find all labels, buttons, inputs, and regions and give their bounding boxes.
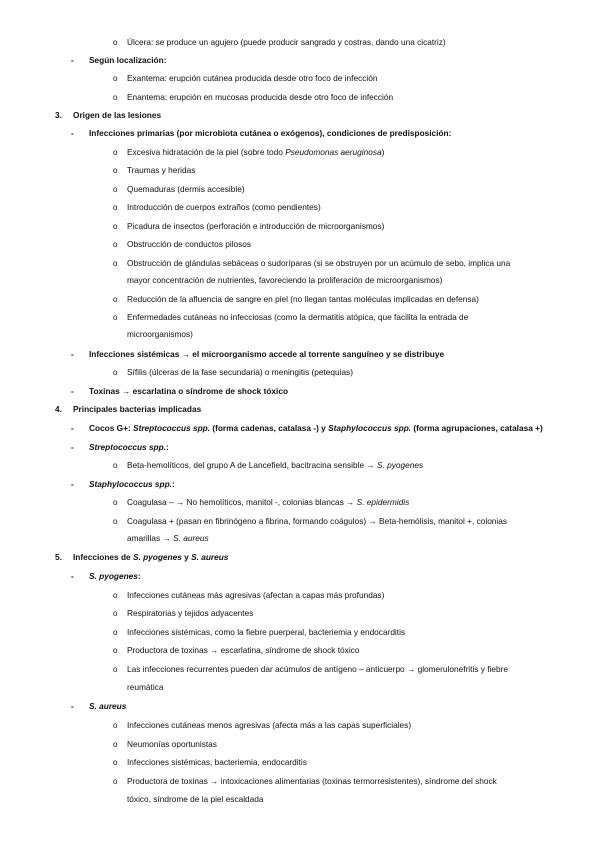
subheading-line: [89, 701, 126, 712]
list-item-text: [127, 37, 446, 48]
italic-term: S. aureus: [191, 552, 229, 562]
text-run: Introducción de cuerpos extraños (como pendientes): [127, 202, 321, 212]
list-item-text: [127, 516, 507, 527]
bullet-o: o: [113, 591, 118, 600]
list-item-text: [127, 627, 405, 638]
subheading-line: [89, 571, 141, 582]
text-run: Origen de las lesiones: [73, 110, 162, 120]
text-run: Infecciones sistémicas, como la fiebre puerperal, bacteriemia y endocarditis: [127, 627, 406, 637]
italic-term: Staphylococcus spp.: [89, 479, 172, 489]
bullet-o: o: [113, 93, 118, 102]
text-run: Coagulasa + (pasan en fibrinógeno a fibrina, formando coágulos) → Beta-hemólisis, manitol +, colonias: [127, 516, 508, 526]
bullet-o: o: [113, 240, 118, 249]
italic-term: Pseudomonas aeruginosa: [285, 147, 382, 157]
bullet-dash: -: [71, 423, 74, 433]
text-run: Obstrucción de glándulas sebáceas o sudoríparas (si se obstruyen por un acúmulo de sebo, implica una: [127, 258, 511, 268]
section-heading: [73, 404, 201, 415]
subheading-line: [89, 423, 543, 434]
list-item-text: [127, 184, 245, 195]
list-item-text: [127, 147, 384, 158]
italic-term: S. pyogenes: [132, 552, 182, 562]
text-run: ): [381, 147, 385, 157]
bullet-o: o: [113, 295, 118, 304]
text-run: Infecciones de: [73, 552, 133, 562]
text-run: (forma agrupaciones, catalasa +): [411, 423, 543, 433]
bullet-o: o: [113, 646, 118, 655]
text-run: Exantema: erupción cutánea producida desde otro foco de infección: [127, 73, 378, 83]
section-number: 4.: [55, 404, 62, 414]
bullet-o: o: [113, 740, 118, 749]
list-item-text: [127, 590, 384, 601]
bullet-o: o: [113, 38, 118, 47]
list-item-text: [127, 92, 393, 103]
bullet-o: o: [113, 368, 118, 377]
text-run: Infecciones cutáneas menos agresivas (afecta más a las capas superficiales): [127, 720, 412, 730]
text-run: Infecciones sistémicas → el microorganismo accede al torrente sanguíneo y se distribuye: [89, 349, 445, 359]
text-run: Respiratorias y tejidos adyacentes: [127, 608, 254, 618]
text-run: Productora de toxinas → escarlatina, síndrome de shock tóxico: [127, 645, 360, 655]
bullet-o: o: [113, 721, 118, 730]
text-run: Toxinas → escarlatina o síndrome de shock tóxico: [89, 386, 289, 396]
text-run: amarillas →: [127, 533, 174, 543]
text-run: Productora de toxinas → intoxicaciones alimentarias (toxinas termorresistentes), síndrome del shock: [127, 776, 497, 786]
subheading-line: [89, 386, 288, 397]
italic-term: S. pyogenes: [89, 571, 138, 581]
bullet-o: o: [113, 222, 118, 231]
text-run: Infecciones sistémicas, bacteriemia, endocarditis: [127, 757, 307, 767]
subheading-line: [89, 479, 175, 490]
list-item-text: [127, 608, 253, 619]
text-run: Beta-hemolíticos, del grupo A de Lancefield, bacitracina sensible →: [127, 460, 377, 470]
text-run: reumática: [127, 682, 164, 692]
subheading-line: [89, 442, 169, 453]
list-item-text: [127, 497, 409, 508]
bullet-dash: -: [71, 571, 74, 581]
italic-term: Streptococcus spp.: [89, 442, 166, 452]
bullet-o: o: [113, 74, 118, 83]
bullet-o: o: [113, 166, 118, 175]
text-run: Úlcera: se produce un agujero (puede producir sangrado y costras, dando una cicatriz): [127, 37, 446, 47]
list-item-text: [127, 165, 195, 176]
list-item-text: [127, 275, 442, 286]
italic-term: S. aureus: [89, 701, 127, 711]
text-run: Sífilis (úlceras de la fase secundaria) o meningitis (petequias): [127, 367, 353, 377]
text-run: :: [137, 571, 141, 581]
list-item-text: [127, 794, 264, 805]
italic-term: Streptococcus spp.: [133, 423, 211, 433]
section-heading: [73, 110, 161, 121]
text-run: Según localización:: [89, 55, 167, 65]
text-run: Infecciones cutáneas más agresivas (afectan a capas más profundas): [127, 590, 385, 600]
bullet-o: o: [113, 665, 118, 674]
bullet-o: o: [113, 628, 118, 637]
list-item-text: [127, 73, 377, 84]
list-item-text: [127, 258, 510, 269]
italic-term: S. aureus: [173, 533, 209, 543]
list-item-text: [127, 312, 468, 323]
bullet-dash: -: [71, 479, 74, 489]
bullet-o: o: [113, 517, 118, 526]
bullet-o: o: [113, 313, 118, 322]
list-item-text: [127, 682, 163, 693]
bullet-o: o: [113, 259, 118, 268]
subheading-line: [89, 128, 451, 139]
bullet-o: o: [113, 498, 118, 507]
list-item-text: [127, 202, 321, 213]
subheading-line: [89, 349, 444, 360]
text-run: Enfermedades cutáneas no infecciosas (como la dermatitis atópica, que facilita la entrada de: [127, 312, 469, 322]
text-run: y: [181, 552, 192, 562]
bullet-o: o: [113, 148, 118, 157]
text-run: Excesiva hidratación de la piel (sobre todo: [127, 147, 286, 157]
text-run: Principales bacterias implicadas: [73, 404, 202, 414]
bullet-o: o: [113, 203, 118, 212]
section-heading: [73, 552, 228, 563]
bullet-o: o: [113, 609, 118, 618]
bullet-o: o: [113, 758, 118, 767]
bullet-dash: -: [71, 386, 74, 396]
bullet-o: o: [113, 461, 118, 470]
list-item-text: [127, 739, 217, 750]
text-run: microorganismos): [127, 329, 193, 339]
text-run: Picadura de insectos (perforación e introducción de microorganismos): [127, 221, 385, 231]
text-run: Infecciones primarias (por microbiota cutánea o exógenos), condiciones de predisposición:: [89, 128, 452, 138]
bullet-o: o: [113, 185, 118, 194]
bullet-dash: -: [71, 55, 74, 65]
italic-term: S. epidermidis: [356, 497, 410, 507]
list-item-text: [127, 664, 508, 675]
list-item-text: [127, 221, 384, 232]
list-item-text: [127, 645, 359, 656]
text-run: Coagulasa – → No hemolíticos, manitol -, colonias blancas →: [127, 497, 357, 507]
text-run: (forma cadenas, catalasa -) y: [210, 423, 329, 433]
text-run: Obstrucción de conductos pilosos: [127, 239, 252, 249]
italic-term: S. pyogenes: [376, 460, 424, 470]
text-run: tóxico, síndrome de la piel escaldada: [127, 794, 264, 804]
bullet-dash: -: [71, 128, 74, 138]
list-item-text: [127, 239, 251, 250]
text-run: Enantema: erupción en mucosas producida desde otro foco de infección: [127, 92, 394, 102]
list-item-text: [127, 329, 193, 340]
list-item-text: [127, 460, 423, 471]
list-item-text: [127, 757, 307, 768]
section-number: 3.: [55, 110, 62, 120]
bullet-dash: -: [71, 442, 74, 452]
bullet-dash: -: [71, 349, 74, 359]
bullet-o: o: [113, 777, 118, 786]
text-run: Cocos G+:: [89, 423, 134, 433]
text-run: Traumas y heridas: [127, 165, 196, 175]
italic-term: Staphylococcus spp.: [328, 423, 412, 433]
bullet-dash: -: [71, 701, 74, 711]
text-run: Reducción de la afluencia de sangre en piel (no llegan tantas moléculas implicadas en defensa): [127, 294, 479, 304]
list-item-text: [127, 776, 497, 787]
section-number: 5.: [55, 552, 62, 562]
list-item-text: [127, 367, 353, 378]
subheading-line: [89, 55, 166, 66]
text-run: Neumonías oportunistas: [127, 739, 217, 749]
list-item-text: [127, 533, 209, 544]
text-run: mayor concentración de nutrientes, favoreciendo la proliferación de microorganismos): [127, 275, 443, 285]
text-run: :: [166, 442, 169, 452]
list-item-text: [127, 294, 479, 305]
text-run: Las infecciones recurrentes pueden dar acúmulos de antígeno – anticuerpo → glomerulonefritis y fiebre: [127, 664, 508, 674]
list-item-text: [127, 720, 411, 731]
text-run: Quemaduras (dermis accesible): [127, 184, 245, 194]
text-run: :: [172, 479, 175, 489]
